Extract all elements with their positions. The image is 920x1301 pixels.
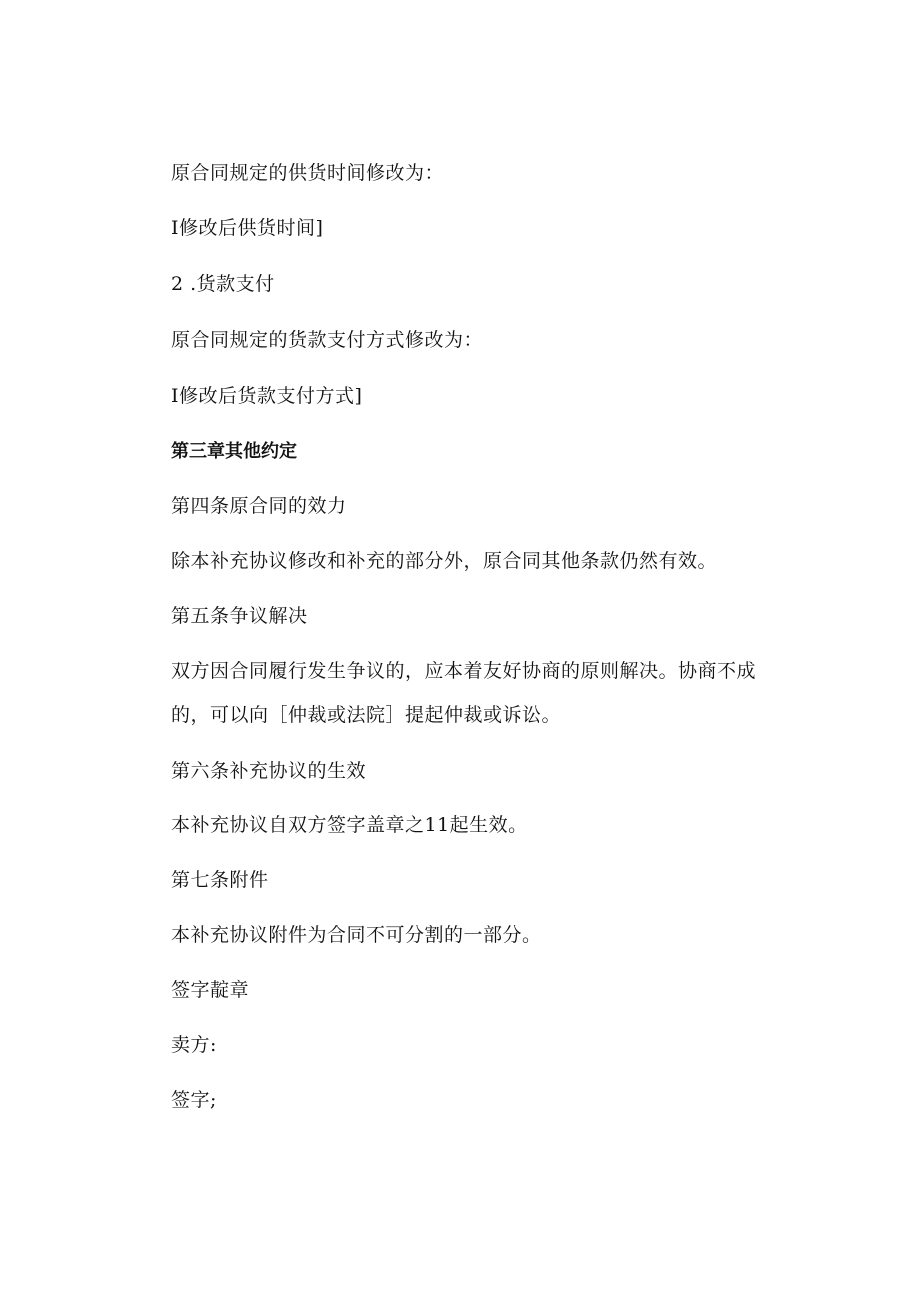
article-four-body: 除本补充协议修改和补充的部分外，原合同其他条款仍然有效。	[171, 550, 718, 572]
article-five-body: 双方因合同履行发生争议的，应本着友好协商的原则解决。协商不成的，可以向［仲裁或法院］提起仲裁或诉讼。	[171, 660, 757, 726]
signature-label: 签字;	[171, 1089, 217, 1111]
seller-label: 卖方:	[171, 1034, 217, 1056]
chapter-three-heading: 第三章其他约定	[171, 441, 297, 462]
article-four-title: 第四条原合同的效力	[171, 495, 347, 517]
section-payment-title: 2 .货款支付	[171, 273, 275, 295]
signature-section-title: 签字靛章	[171, 979, 250, 1001]
article-seven-title: 第七条附件	[171, 869, 269, 891]
article-six-body: 本补充协议自双方签字盖章之11起生效。	[171, 814, 528, 836]
article-five-title: 第五条争议解决	[171, 605, 308, 627]
paragraph-supply-time-placeholder: I修改后供货时间]	[171, 217, 324, 239]
paragraph-payment-intro: 原合同规定的货款支付方式修改为：	[171, 329, 484, 351]
paragraph-payment-placeholder: I修改后货款支付方式]	[171, 385, 363, 407]
article-seven-body: 本补充协议附件为合同不可分割的一部分。	[171, 924, 542, 946]
paragraph-supply-time-intro: 原合同规定的供货时间修改为：	[171, 162, 445, 184]
article-six-title: 第六条补充协议的生效	[171, 760, 367, 782]
